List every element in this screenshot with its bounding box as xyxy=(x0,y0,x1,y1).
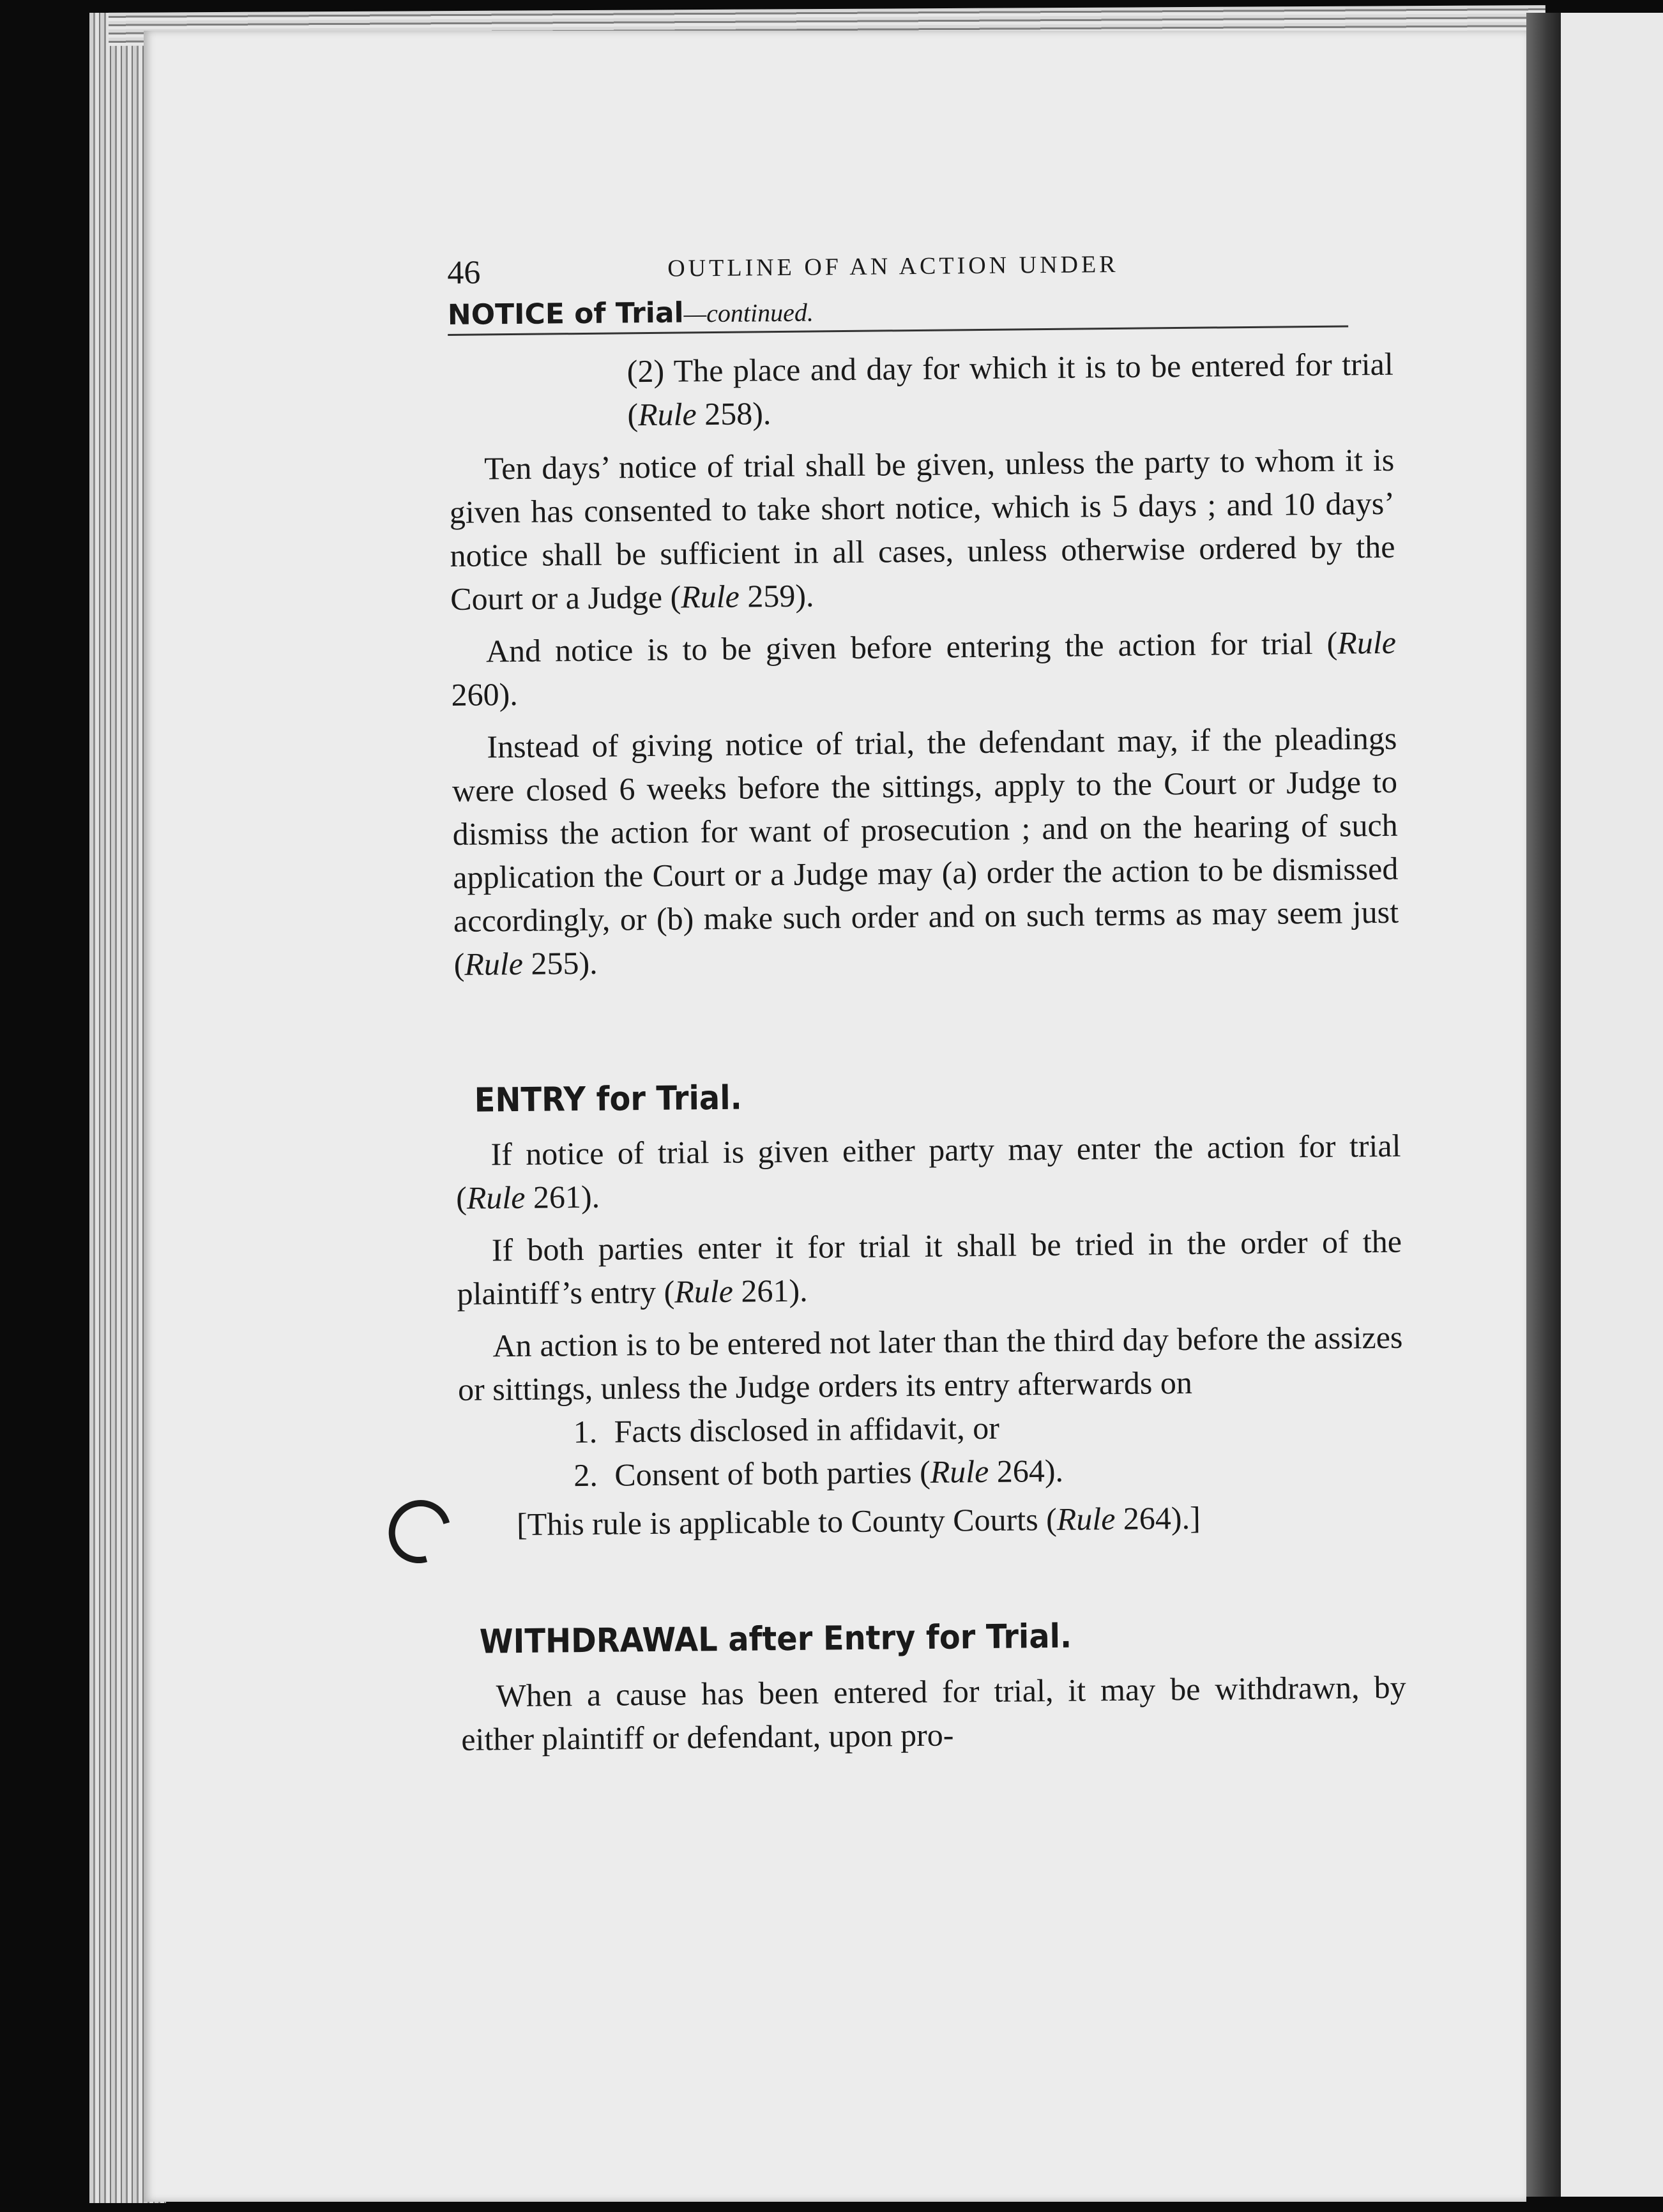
rule-ref: Rule xyxy=(674,1273,734,1310)
list-text: Consent of both parties ( xyxy=(614,1453,930,1493)
rule-ref: Rule xyxy=(1337,624,1397,661)
paragraph-text: An action is to be entered not later than the third day before the assizes or sittings, unless the Judge orders its entry afterwards on xyxy=(457,1319,1403,1407)
continued-heading xyxy=(448,290,1348,336)
list-text: Facts disclosed in affidavit, or xyxy=(614,1409,1000,1450)
section-heading-entry xyxy=(474,1073,1326,1120)
paragraph xyxy=(449,438,1396,621)
facing-page-edge xyxy=(1561,13,1663,2197)
paragraph-text: Instead of giving notice of trial, the defendant may, if the pleadings were closed 6 weeks before the sittings, apply to the Court or Judge to dismiss the action for want of prosecution ; and on the hearing of such application the Court or a Judge may (a) order the action to be dismissed accordingly, or (b) make such order and on such terms as may seem just ( xyxy=(452,720,1399,982)
rule-number: 264). xyxy=(989,1452,1064,1489)
notice-item-2-text: (2) The place and day for which it is to be entered for trial ( xyxy=(626,345,1393,433)
paragraph xyxy=(452,716,1399,986)
notice-item-2 xyxy=(448,342,1393,438)
paragraph-text: If notice of trial is given either party may enter the action for trial ( xyxy=(455,1127,1401,1216)
page-content xyxy=(447,245,1407,1761)
rule-number: 255). xyxy=(522,944,598,981)
running-title: OUTLINE OF AN ACTION UNDER xyxy=(667,250,1119,282)
section-heading-withdrawal xyxy=(480,1615,1332,1662)
rule-number: 264).] xyxy=(1115,1499,1201,1537)
paragraph xyxy=(457,1315,1403,1411)
paragraph xyxy=(451,621,1397,716)
note-text: [This rule is applicable to County Courts ( xyxy=(516,1501,1058,1543)
continued-heading-suffix: —continued. xyxy=(683,298,814,328)
paragraph xyxy=(460,1665,1406,1761)
list-item xyxy=(459,1446,1404,1498)
rule-number: 260). xyxy=(451,676,519,713)
rule-number: 259). xyxy=(739,577,814,614)
rule-ref: Rule xyxy=(464,945,524,982)
rule-ref: Rule xyxy=(680,578,740,615)
book-gutter xyxy=(1526,13,1561,2197)
rule-ref: Rule xyxy=(930,1453,989,1490)
section-heading-bold: WITHDRAWAL xyxy=(479,1621,718,1662)
paragraph-text: Ten days’ notice of trial shall be given, unless the party to whom it is given has consented to take short notice, which is 5 days ; and 10 days’ notice shall be sufficient in all cases, unless otherwise ordered by the Court or a Judge ( xyxy=(449,441,1395,617)
rule-number: 258). xyxy=(696,395,771,432)
rule-number: 261). xyxy=(733,1272,808,1309)
bracket-note xyxy=(459,1494,1405,1547)
rule-ref: Rule xyxy=(1056,1501,1116,1537)
page-number: 46 xyxy=(447,254,481,291)
section-heading-bold: ENTRY xyxy=(474,1080,586,1120)
list-number: 1. xyxy=(573,1413,598,1450)
section-heading-rest: after Entry for Trial. xyxy=(717,1617,1072,1660)
paragraph xyxy=(455,1124,1401,1220)
rule-ref: Rule xyxy=(637,396,697,433)
paragraph-text: And notice is to be given before entering the action for trial ( xyxy=(485,625,1338,669)
paragraph-text: When a cause has been entered for trial, it may be withdrawn, by either plaintiff or defendant, upon pro- xyxy=(461,1669,1406,1757)
rule-number: 261). xyxy=(525,1178,600,1215)
section-heading-rest: for Trial. xyxy=(585,1079,743,1119)
paragraph-text: If both parties enter it for trial it shall be tried in the order of the plaintiff’s entry ( xyxy=(457,1223,1402,1312)
list-number: 2. xyxy=(573,1457,598,1494)
rule-ref: Rule xyxy=(466,1179,526,1216)
paragraph xyxy=(457,1220,1402,1315)
continued-heading-bold: NOTICE of Trial xyxy=(447,296,684,331)
